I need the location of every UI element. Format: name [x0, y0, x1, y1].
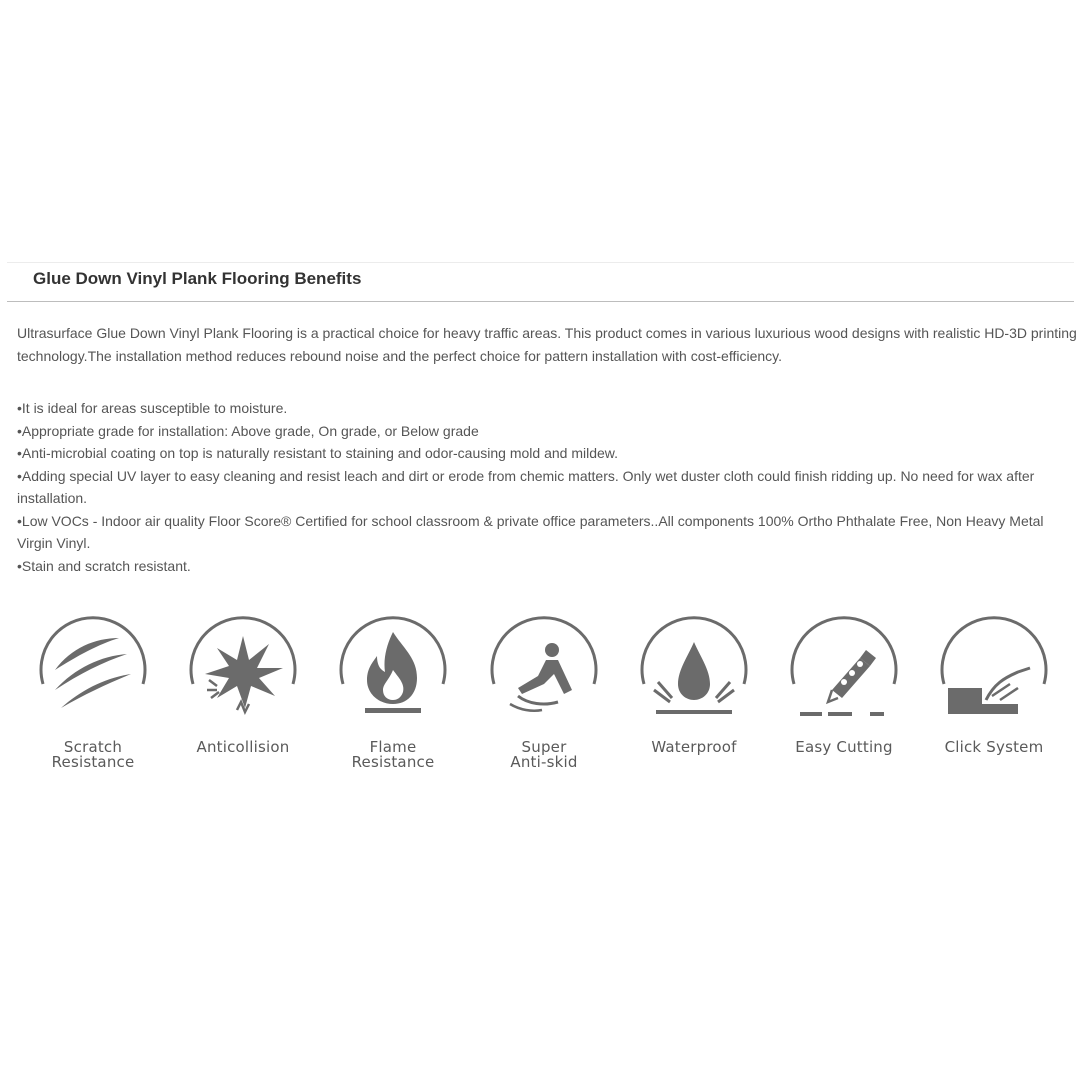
click-system-icon [938, 612, 1050, 724]
flame-icon [337, 612, 449, 724]
feature-click-system [919, 612, 1069, 755]
list-item: •Anti-microbial coating on top is naturally resistant to staining and odor-causing mold and mildew. [17, 445, 618, 461]
feature-label-line1: Waterproof [651, 738, 737, 756]
section-title: Glue Down Vinyl Plank Flooring Benefits [33, 269, 362, 288]
list-item: •Adding special UV layer to easy cleaning and resist leach and dirt or erode from chemic matters. Only wet duster cloth could finish ridding up. No need for wax after installation. [17, 467, 1035, 506]
section-header [7, 262, 1074, 302]
benefits-list [17, 397, 1057, 577]
feature-label-line1: Super [521, 738, 567, 756]
list-item: •Appropriate grade for installation: Above grade, On grade, or Below grade [17, 422, 479, 439]
anti-skid-icon [488, 612, 600, 724]
feature-label-line2: Resistance [51, 753, 135, 771]
feature-waterproof [619, 612, 769, 755]
feature-easy-cutting [769, 612, 919, 755]
feature-flame-resistance [318, 612, 468, 770]
list-item: •Low VOCs - Indoor air quality Floor Score® Certified for school classroom & private office parameters..All components 100% Ortho Phthalate Free, Non Heavy Metal Virgin Vinyl. [17, 512, 1044, 551]
feature-label-line1: Flame [369, 738, 417, 756]
feature-label-line1: Click System [944, 738, 1044, 756]
cutting-icon [788, 612, 900, 724]
list-item: •It is ideal for areas susceptible to moisture. [17, 400, 288, 416]
feature-scratch-resistance [18, 612, 168, 770]
feature-super-anti-skid [469, 612, 619, 770]
feature-icons-row [0, 612, 1080, 782]
feature-label-line1: Easy Cutting [795, 738, 893, 756]
feature-label-line1: Scratch [63, 738, 123, 756]
feature-anticollision [168, 612, 318, 755]
list-item: •Stain and scratch resistant. [17, 557, 191, 574]
intro-paragraph: Ultrasurface Glue Down Vinyl Plank Flooring is a practical choice for heavy traffic areas. This product comes in various luxurious wood designs with realistic HD-3D printing technology.The installation method reduces rebound noise and the perfect choice for pattern installation with cost-efficiency. [17, 325, 1077, 364]
scratch-icon [37, 612, 149, 724]
feature-label-line2: Resistance [351, 753, 435, 771]
anticollision-icon [187, 612, 299, 724]
waterproof-icon [638, 612, 750, 724]
feature-label-line1: Anticollision [196, 738, 290, 756]
feature-label-line2: Anti-skid [510, 753, 578, 771]
